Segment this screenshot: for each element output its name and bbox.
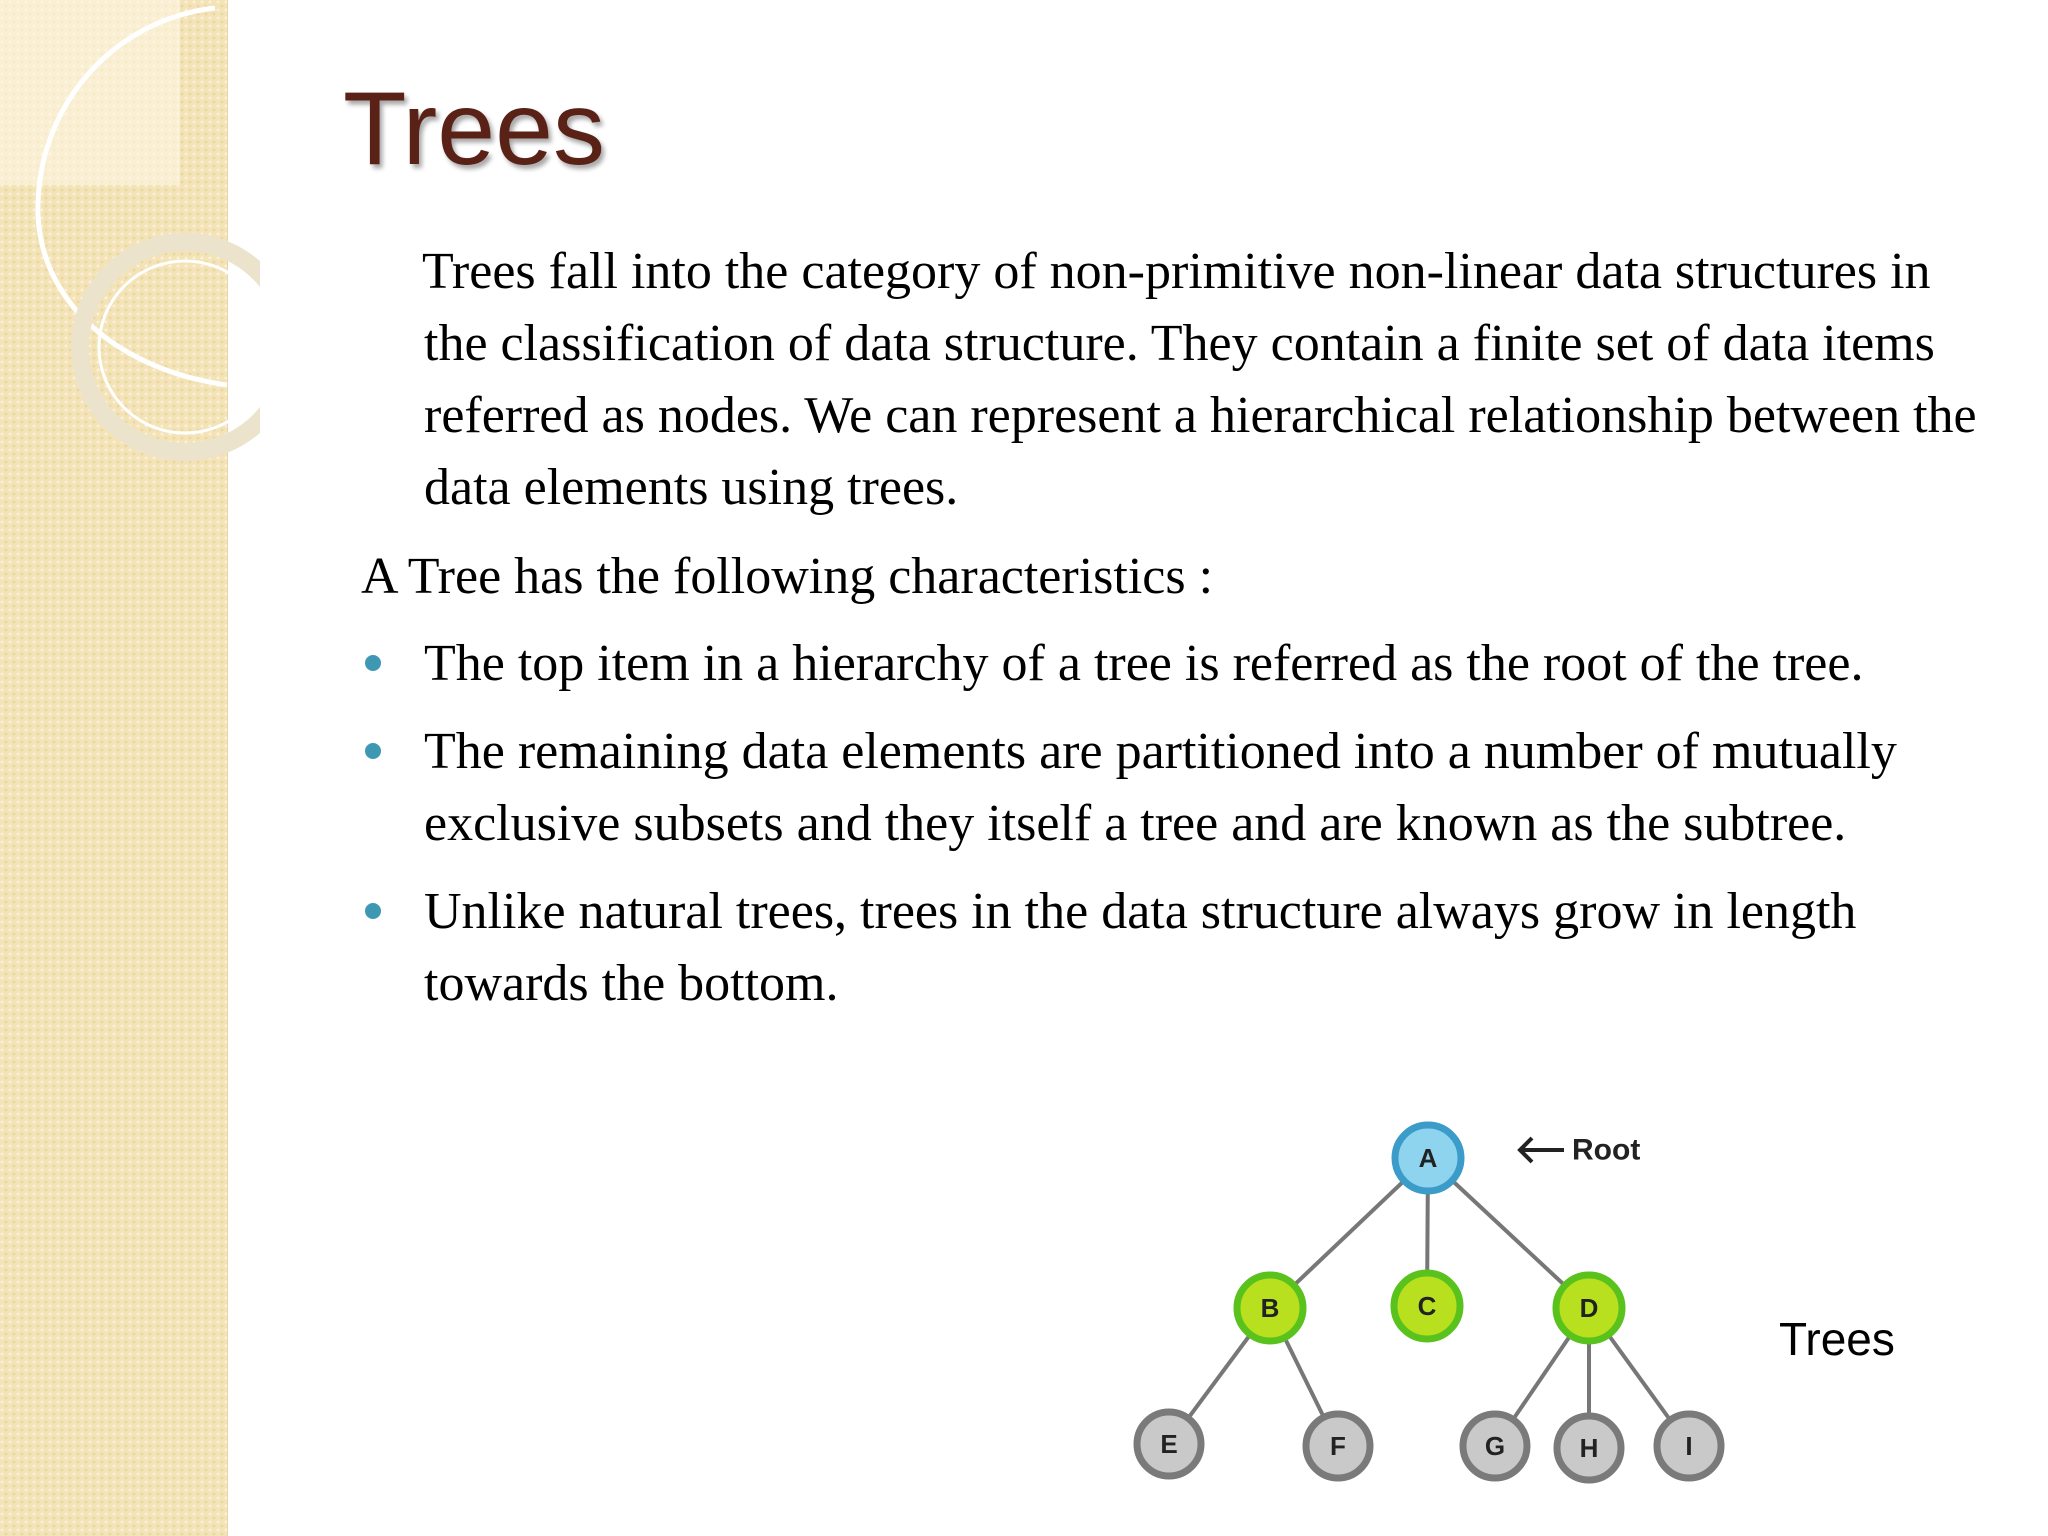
- characteristic-item: [361, 716, 2021, 860]
- tree-node-c: [1394, 1273, 1460, 1339]
- tree-node-g: [1463, 1414, 1527, 1478]
- node-label-h: H: [1579, 1433, 1599, 1463]
- node-label-i: I: [1685, 1431, 1693, 1461]
- tree-node-f: [1306, 1414, 1370, 1478]
- bullet-icon: [365, 743, 381, 759]
- tree-diagram: [1120, 1110, 1760, 1490]
- characteristics-heading: A Tree has the following characteristics :: [361, 548, 1214, 605]
- bullet-icon: [365, 903, 381, 919]
- characteristics-list: [361, 628, 2021, 1036]
- characteristic-item: [361, 876, 2021, 1020]
- node-label-a: A: [1418, 1143, 1438, 1173]
- node-label-e: E: [1160, 1429, 1178, 1459]
- intro-paragraph: Trees fall into the category of non-primitive non-linear data structures in the classification of data structure. They contain a finite set of data items referred as nodes. We can represent a hierarchical relationship between the data elements using trees.: [422, 243, 1977, 516]
- characteristic-text: The top item in a hierarchy of a tree is referred as the root of the tree.: [424, 635, 1864, 692]
- tree-node-h: [1557, 1416, 1621, 1480]
- sidebar-ring: [80, 242, 260, 452]
- sidebar-ornament: [0, 0, 260, 520]
- root-annotation: [1520, 1134, 1640, 1167]
- characteristic-item: [361, 628, 2021, 700]
- tree-node-i: [1657, 1414, 1721, 1478]
- node-label-b: B: [1260, 1293, 1280, 1323]
- node-label-d: D: [1579, 1293, 1599, 1323]
- characteristic-text: Unlike natural trees, trees in the data structure always grow in length towards the bottom.: [424, 883, 1857, 1012]
- decorative-sidebar: [0, 0, 228, 1536]
- tree-node-a: [1395, 1125, 1461, 1191]
- node-label-c: C: [1417, 1291, 1437, 1321]
- slide-title: Trees: [343, 71, 605, 187]
- bullet-icon: [365, 655, 381, 671]
- tree-node-d: [1556, 1275, 1622, 1341]
- node-label-f: F: [1330, 1431, 1346, 1461]
- root-label: Root: [1572, 1133, 1641, 1167]
- characteristic-text: The remaining data elements are partitioned into a number of mutually exclusive subsets and they itself a tree and are known as the subtree.: [424, 723, 1897, 852]
- diagram-caption: Trees: [1779, 1313, 1895, 1365]
- node-label-g: G: [1484, 1431, 1506, 1461]
- tree-node-e: [1137, 1412, 1201, 1476]
- tree-node-b: [1237, 1275, 1303, 1341]
